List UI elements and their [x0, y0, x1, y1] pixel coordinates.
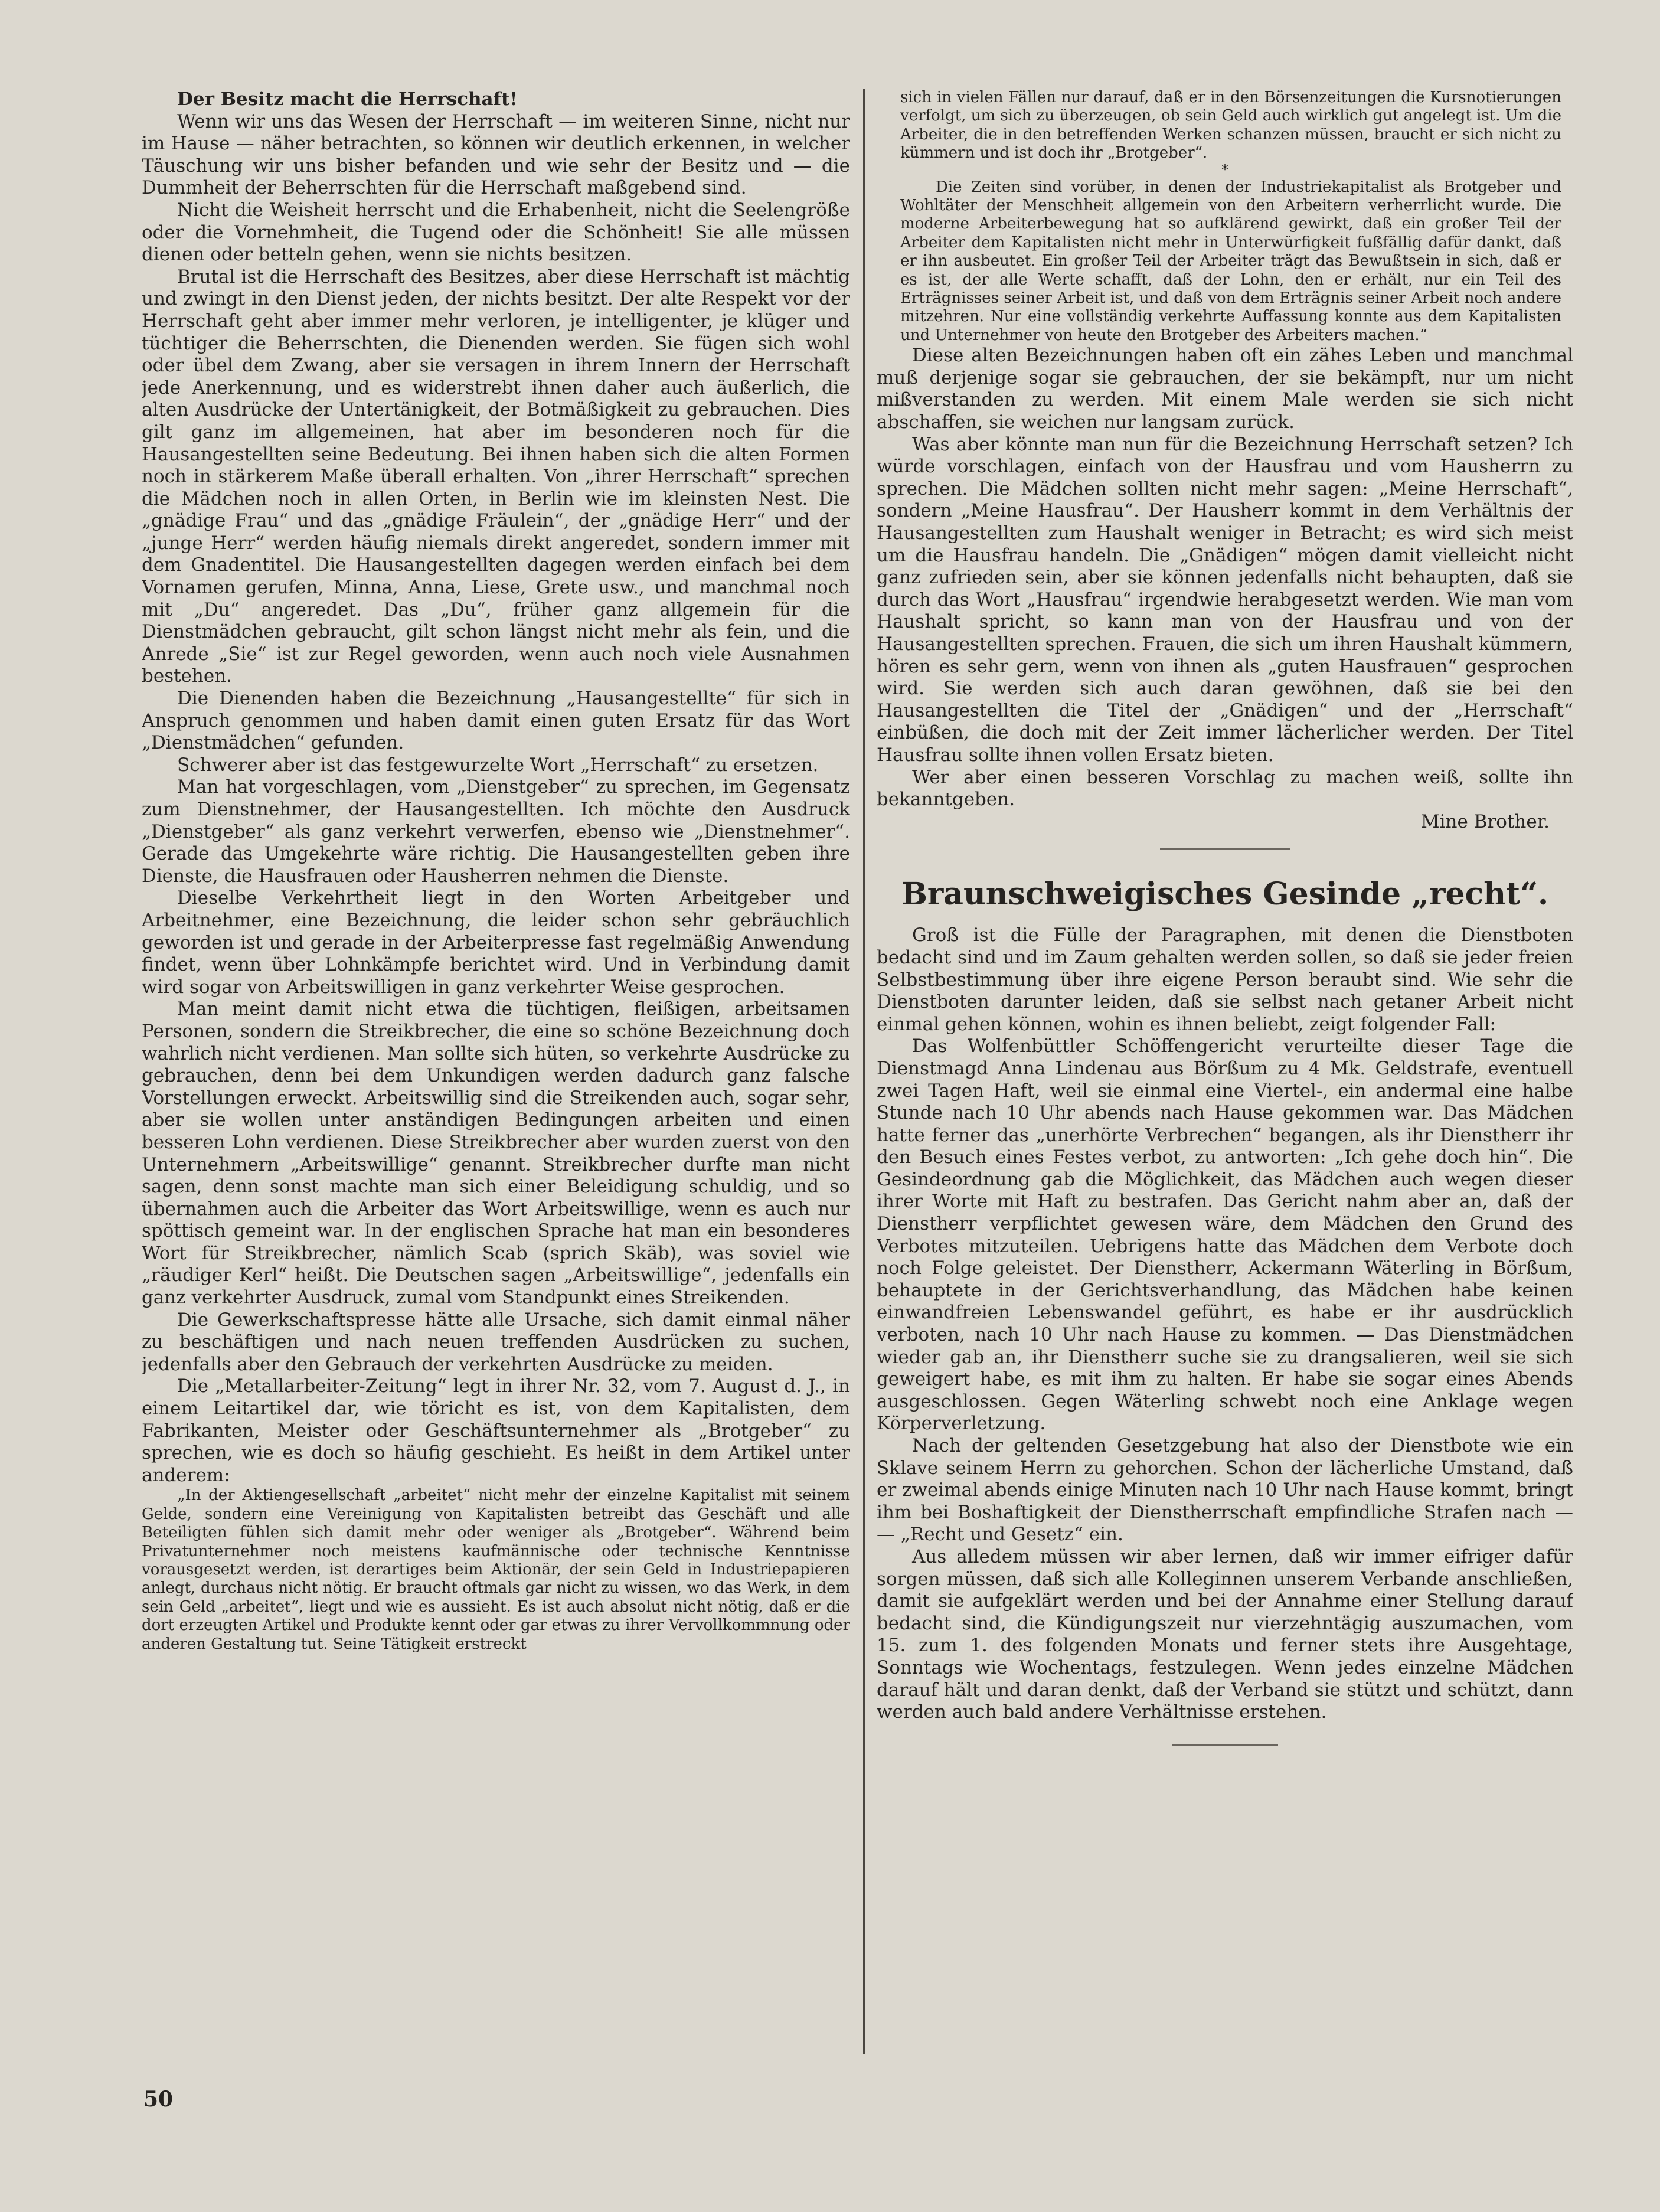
column-divider — [863, 89, 865, 2054]
quoted-passage-continued: sich in vielen Fällen nur darauf, daß er in den Börsenzeitungen die Kursnotierungen verfolgt, um sich zu überzeugen, ob sein Geld auch wirklich gut angelegt ist. Um die Arbeiter, die in den betreffenden Werken schanzen müssen, braucht er sich nicht zu kümmern und ist doch ihr „Brotgeber“. — [900, 89, 1561, 162]
paragraph: Wer aber einen besseren Vorschlag zu machen weiß, sollte ihn bekanntgeben. — [877, 766, 1573, 811]
author-signature: Mine Brother. — [1420, 811, 1550, 832]
asterisk-divider: * — [1221, 162, 1228, 178]
paragraph: Man meint damit nicht etwa die tüchtigen, fleißigen, arbeitsamen Personen, sondern die Streikbrecher, die eine so schöne Bezeichnung doch wahrlich nicht verdienen. Man sollte sich hüten, so verkehrte Ausdrücke zu gebrauchen, denn bei dem Unkundigen werden dadurch ganz falsche Vorstellungen erweckt. Arbeitswillig sind die Streikenden auch, sogar sehr, aber sie wollen unter anständigen Bedingungen arbeiten und einen besseren Lohn verdienen. Diese Streikbrecher aber wurden zuerst von den Unternehmern „Arbeitswillige“ genannt. Streikbrecher durfte man nicht sagen, denn sonst machte man sich einer Beleidigung schuldig, und so übernahmen auch die Arbeiter das Wort Arbeitswillige, wenn es auch nur spöttisch gemeint war. In der englischen Sprache hat man ein besonderes Wort für Streikbrecher, nämlich Scab (sprich Skäb), was soviel wie „räudiger Kerl“ heißt. Die Deutschen sagen „Arbeitswillige“, jedenfalls ein ganz verkehrter Ausdruck, zumal vom Standpunkt eines Streikenden. — [142, 998, 850, 1309]
paragraph: Aus alledem müssen wir aber lernen, daß wir immer eifriger dafür sorgen müssen, daß sich alle Kolleginnen unserem Verbande anschließen, damit sie aufgeklärt werden und bei der Annahme einer Stellung darauf bedacht sind, die Kündigungszeit nur vierzehntägig auszumachen, vom 15. zum 1. des folgenden Monats und ferner stets ihre Ausgehtage, Sonntags wie Wochentags, festzulegen. Wenn jedes einzelne Mädchen darauf hält und daran denkt, daß der Verband sie stützt und schützt, dann werden auch bald andere Verhältnisse erstehen. — [877, 1546, 1573, 1723]
article-heading: Der Besitz macht die Herrschaft! — [177, 89, 518, 110]
paragraph: Nach der geltenden Gesetzgebung hat also der Dienstbote wie ein Sklave seinem Herrn zu gehorchen. Schon der lächerliche Umstand, daß er zweimal abends einige Minuten nach 10 Uhr nach Hause kommt, bringt ihm bei Boshaftigkeit der Dienstherrschaft empfindliche Strafen nach — — „Recht und Gesetz“ ein. — [877, 1435, 1573, 1546]
paragraph: Das Wolfenbüttler Schöffengericht verurteilte dieser Tage die Dienstmagd Anna Lindenau aus Börßum zu 4 Mk. Geldstrafe, eventuell zwei Tagen Haft, weil sie einmal eine Viertel-, ein andermal eine halbe Stunde nach 10 Uhr abends nach Hause gekommen war. Das Mädchen hatte ferner das „unerhörte Verbrechen“ begangen, als ihr Dienstherr ihr den Besuch eines Festes verbot, zu antworten: „Ich gehe doch hin“. Die Gesindeordnung gab die Möglichkeit, das Mädchen auch wegen dieser ihrer Worte mit Haft zu bestrafen. Das Gericht nahm aber an, daß der Dienstherr verpflichtet gewesen wäre, dem Mädchen den Grund des Verbotes mitzuteilen. Uebrigens hatte das Mädchen dem Verbote doch noch Folge geleistet. Der Dienstherr, Ackermann Wäterling in Börßum, behauptete in der Gerichtsverhandlung, das Mädchen habe keinen einwandfreien Lebenswandel geführt, es habe er ihr ausdrücklich verboten, nach 10 Uhr nach Hause zu kommen. — Das Dienstmädchen wieder gab an, ihr Dienstherr suche sie zu drangsalieren, weil sie sich geweigert habe, es mit ihm zu halten. Er habe sie sogar eines Abends ausgeschlossen. Gegen Wäterling schwebt noch eine Anklage wegen Körperverletzung. — [877, 1035, 1573, 1435]
paragraph: Nicht die Weisheit herrscht und die Erhabenheit, nicht die Seelengröße oder die Vornehmheit, die Tugend oder die Schönheit! Sie alle müssen dienen oder betteln gehen, wenn sie nichts besitzen. — [142, 199, 850, 266]
paragraph: Groß ist die Fülle der Paragraphen, mit denen die Dienstboten bedacht sind und im Zaum gehalten werden sollen, so daß sie jeder freien Selbstbestimmung über ihre eigene Person beraubt sind. Wie sehr die Dienstboten darunter leiden, daß sie selbst nach getaner Arbeit nicht einmal gehen können, wohin es ihnen beliebt, zeigt folgender Fall: — [877, 924, 1573, 1035]
right-column — [877, 89, 1573, 2048]
paragraph: Diese alten Bezeichnungen haben oft ein zähes Leben und manchmal muß derjenige sogar sie gebrauchen, der sie bekämpft, nur um nicht mißverstanden zu werden. Mit einem Male werden sie sich nicht abschaffen, sie weichen nur langsam zurück. — [877, 345, 1573, 433]
left-column — [142, 89, 850, 2084]
quoted-passage-2: Die Zeiten sind vorüber, in denen der Industriekapitalist als Brotgeber und Wohltäter der Menschheit allgemein von den Arbeitern verherrlicht wurde. Die moderne Arbeiterbewegung hat so aufklärend gewirkt, daß ein großer Teil der Arbeiter dem Kapitalisten nicht mehr in Unterwürfigkeit fußfällig dafür dankt, daß er ihn ausbeutet. Ein großer Teil der Arbeiter trägt das Bewußtsein in sich, daß er es ist, der alle Werte schafft, daß der Lohn, den er erhält, nur ein Teil des Erträgnisses seiner Arbeit ist, und daß von dem Erträgnis seiner Arbeit noch andere mitzehren. Nur eine vollständig verkehrte Auffassung konnte aus dem Kapitalisten und Unternehmer von heute den Brotgeber des Arbeiters machen.“ — [900, 178, 1561, 344]
paragraph: Die Gewerkschaftspresse hätte alle Ursache, sich damit einmal näher zu beschäftigen und nach neuen treffenden Ausdrücken zu suchen, jedenfalls aber den Gebrauch der verkehrten Ausdrücke zu meiden. — [142, 1309, 850, 1375]
paragraph: Schwerer aber ist das festgewurzelte Wort „Herrschaft“ zu ersetzen. — [177, 754, 819, 776]
quoted-passage: „In der Aktiengesellschaft „arbeitet“ nicht mehr der einzelne Kapitalist mit seinem Gelde, sondern eine Vereinigung von Kapitalisten betreibt das Geschäft und alle Beteiligten fühlen sich damit mehr oder weniger als „Brotgeber“. Während beim Privatunternehmer noch meistens kaufmännische oder technische Kenntnisse vorausgesetzt werden, ist derartiges beim Aktionär, der sein Geld in Industriepapieren anlegt, durchaus nicht nötig. Er braucht oftmals gar nicht zu wissen, wo das Werk, in dem sein Geld „arbeitet“, liegt und wie es aussieht. Es ist auch absolut nicht nötig, daß er die dort erzeugten Artikel und Produkte kennt oder gar etwas zu ihrer Vervollkommnung oder anderen Gestaltung tut. Seine Tätigkeit erstreckt — [142, 1486, 850, 1653]
paragraph: Was aber könnte man nun für die Bezeichnung Herrschaft setzen? Ich würde vorschlagen, einfach von der Hausfrau und vom Hausherrn zu sprechen. Die Mädchen sollten nicht mehr sagen: „Meine Herrschaft“, sondern „Meine Hausfrau“. Der Hausherr kommt in dem Verhältnis der Hausangestellten zum Haushalt weniger in Betracht; es wird sich meist um die Hausfrau handeln. Die „Gnädigen“ mögen damit vielleicht nicht ganz zufrieden sein, aber sie können jedenfalls nicht behaupten, daß sie durch das Wort „Hausfrau“ irgendwie herabgesetzt werden. Wie man vom Haushalt spricht, so kann man von der Hausfrau und von der Hausangestellten sprechen. Frauen, die sich um ihren Haushalt kümmern, hören es sehr gern, wenn von ihnen als „guten Hausfrauen“ gesprochen wird. Sie werden sich auch daran gewöhnen, daß sie bei den Hausangestellten die Titel der „Gnädigen“ und der „Herrschaft“ einbüßen, die doch mit der Zeit immer lächerlicher werden. Der Titel Hausfrau sollte ihnen vollen Ersatz bieten. — [877, 433, 1573, 766]
paragraph: Die „Metallarbeiter-Zeitung“ legt in ihrer Nr. 32, vom 7. August d. J., in einem Leitartikel dar, wie töricht es ist, von dem Kapitalisten, dem Fabrikanten, Meister oder Geschäftsunternehmer als „Brotgeber“ zu sprechen, wie es doch so häufig geschieht. Es heißt in dem Artikel unter anderem: — [142, 1375, 850, 1486]
page-number: 50 — [143, 2087, 174, 2112]
paragraph: Brutal ist die Herrschaft des Besitzes, aber diese Herrschaft ist mächtig und zwingt in den Dienst jeden, der nichts besitzt. Der alte Respekt vor der Herrschaft geht aber immer mehr verloren, je intelligenter, je klüger und tüchtiger die Beherrschten, die Dienenden werden. Sie fügen sich wohl oder übel dem Zwang, aber sie versagen in ihrem Innern der Herrschaft jede Anerkennung, und es widerstrebt ihnen daher auch äußerlich, die alten Ausdrücke der Untertänigkeit, der Botmäßigkeit zu gebrauchen. Dies gilt ganz im allgemeinen, hat aber im besonderen noch für die Hausangestellten seine Bedeutung. Bei ihnen haben sich die alten Formen noch in stärkerem Maße überall erhalten. Von „ihrer Herrschaft“ sprechen die Mädchen noch in allen Orten, in Berlin wie im kleinsten Nest. Die „gnädige Frau“ und das „gnädige Fräulein“, der „gnädige Herr“ und der „junge Herr“ werden häufig niemals direkt angeredet, sondern immer mit dem Gnadentitel. Die Hausangestellten dagegen werden einfach bei dem Vornamen gerufen, Minna, Anna, Liese, Grete usw., und manchmal noch mit „Du“ angeredet. Das „Du“, früher ganz allgemein für die Dienstmädchen gebraucht, gilt schon längst nicht mehr als fein, und die Anrede „Sie“ ist zur Regel geworden, wenn auch noch viele Ausnahmen bestehen. — [142, 266, 850, 687]
paragraph: Dieselbe Verkehrtheit liegt in den Worten Arbeitgeber und Arbeitnehmer, eine Bezeichnung, die leider schon sehr gebräuchlich geworden ist und gerade in der Arbeiterpresse fast regelmäßig Anwendung findet, wenn über Lohnkämpfe berichtet wird. Und in Verbindung damit wird sogar von Arbeitswilligen in ganz verkehrter Weise gesprochen. — [142, 887, 850, 998]
section-separator — [1160, 848, 1290, 850]
paragraph: Man hat vorgeschlagen, vom „Dienstgeber“ zu sprechen, im Gegensatz zum Dienstnehmer, der Hausangestellten. Ich möchte den Ausdruck „Dienstgeber“ als ganz verkehrt verwerfen, ebenso wie „Dienstnehmer“. Gerade das Umgekehrte wäre richtig. Die Hausangestellten geben ihre Dienste, die Hausfrauen oder Hausherren nehmen die Dienste. — [142, 776, 850, 887]
paragraph: Wenn wir uns das Wesen der Herrschaft — im weiteren Sinne, nicht nur im Hause — näher betrachten, so können wir deutlich erkennen, in welcher Täuschung wir uns bisher befanden und wie sehr der Besitz und — die Dummheit der Beherrschten für die Herrschaft maßgebend sind. — [142, 110, 850, 199]
paragraph: Die Dienenden haben die Bezeichnung „Hausangestellte“ für sich in Anspruch genommen und haben damit einen guten Ersatz für das Wort „Dienstmädchen“ gefunden. — [142, 688, 850, 754]
end-separator — [1172, 1744, 1278, 1746]
section-title: Braunschweigisches Gesinde „recht“. — [901, 876, 1549, 913]
